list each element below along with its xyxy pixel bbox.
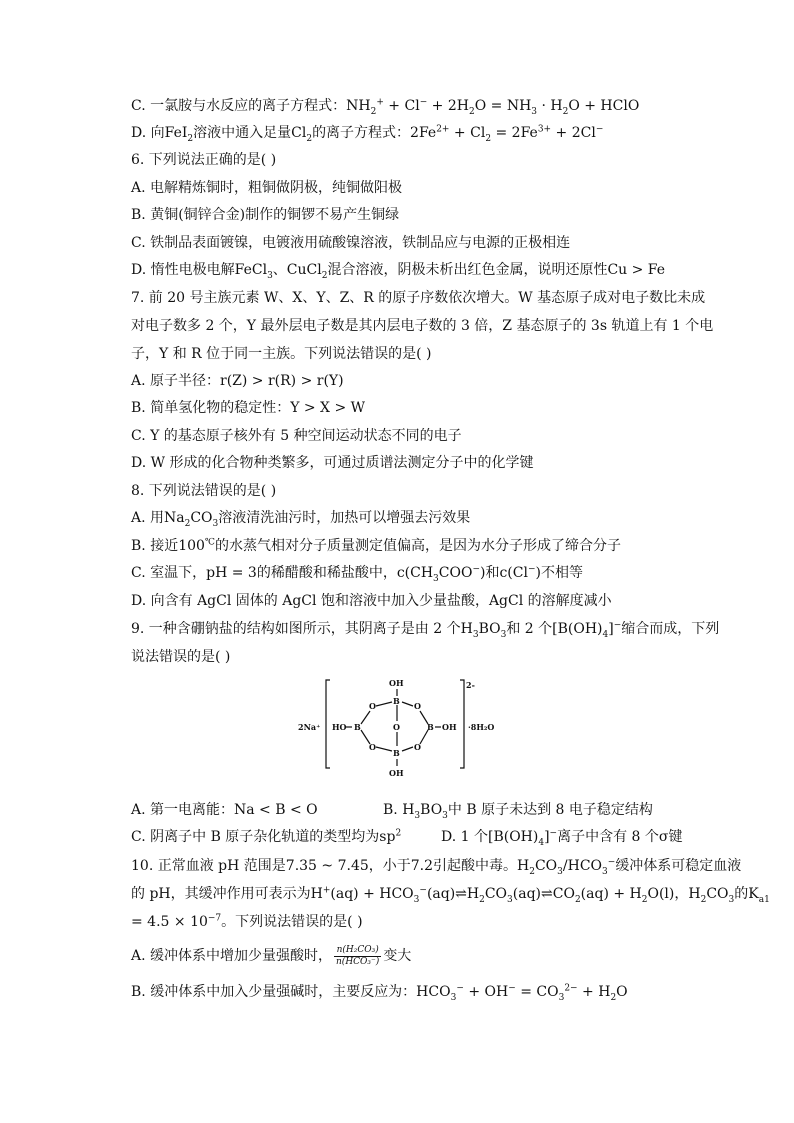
option-8b: B. 接近100℃的水蒸气相对分子质量测定值偏高，是因为水分子形成了缔合分子 <box>131 537 621 554</box>
option-6c: C. 铁制品表面镀镍，电镀液用硫酸镍溶液，铁制品应与电源的正极相连 <box>131 235 571 251</box>
question-7-stem-2: 对电子数多 2 个，Y 最外层电子数是其内层电子数的 3 倍，Z 基态原子的 3s 轨道上有 1 个电 <box>131 318 714 334</box>
option-6d: D. 惰性电极电解FeCl$_3$、CuCl$_2$混合溶液，阴极未析出红色金属，说明还原性Cu > Fe <box>131 262 666 281</box>
option-9b: B. $H_3BO_3$中 B 原子未达到 8 电子稳定结构 <box>383 802 653 821</box>
figure-b-right: B <box>427 722 434 732</box>
option-8a: A. 用$Na_2CO_3$溶液清洗油污时，加热可以增强去污效果 <box>131 510 471 529</box>
ratio-fraction: $\frac{\text{n(H₂CO₃)}}{\text{n(HCO₃⁻)}}$ <box>336 944 380 967</box>
question-6-stem: 6. 下列说法正确的是( ) <box>131 152 277 168</box>
option-8c: C. 室温下，pH = 3的稀醋酸和稀盐酸中，$c(CH_3COO^-)$和c(Cl−)不相等 <box>131 564 583 584</box>
figure-water: ·8H₂O <box>468 722 495 732</box>
figure-oh-right: OH <box>442 722 457 732</box>
question-9-stem-2: 说法错误的是( ) <box>131 649 231 665</box>
question-7-stem-1: 7. 前 20 号主族元素 W、X、Y、Z、R 的原子序数依次增大。W 基态原子成对电子数比未成 <box>131 290 706 306</box>
figure-ho-left: HO <box>332 722 347 732</box>
left-bracket <box>326 680 330 768</box>
option-5c: C. 一氯胺与水反应的离子方程式：$NH_2^+ + Cl^- + 2H_2O = NH_3 \cdot H_2O$ + HClO <box>131 97 640 117</box>
question-9-stem-1: 9. 一种含硼钠盐的结构如图所示，其阴离子是由 2 个$H_3BO_3$和 2 个$[B(OH)_4]^-$缩合而成，下列 <box>131 620 720 640</box>
option-7c: C. Y 的基态原子核外有 5 种空间运动状态不同的电子 <box>131 428 462 444</box>
figure-o-top-right: O <box>414 701 421 711</box>
figure-o-bottom-left: O <box>369 742 376 752</box>
question-10-stem-2: 的 pH，其缓冲作用可表示为$H^+(aq) + HCO_3^-(aq)\rightleftharpoons H_2CO_3(aq)\rightleftharpoons CO_2(aq) + H_2O(l)$，$H_2CO_3$的$K_{a1}$ <box>131 885 770 905</box>
figure-sodium: 2Na⁺ <box>298 722 321 732</box>
option-6a: A. 电解精炼铜时，粗铜做阴极，纯铜做阳极 <box>131 180 403 196</box>
figure-oh-bottom: OH <box>389 768 404 778</box>
question-10-stem-3: = $4.5 \times 10^{-7}$。下列说法错误的是( ) <box>131 913 363 930</box>
question-10-stem-1: 10. 正常血液 pH 范围是7.35 ~ 7.45，小于7.2引起酸中毒。$H_2CO_3/HCO_3^-$缓冲体系可稳定血液 <box>131 857 742 877</box>
figure-o-center: O <box>393 722 400 732</box>
figure-b-left: B <box>354 722 361 732</box>
figure-o-bottom-right: O <box>414 742 421 752</box>
option-7b: B. 简单氢化物的稳定性：Y > X > W <box>131 400 366 416</box>
option-9c: C. 阴离子中 B 原子杂化轨道的类型均为$sp^2$ <box>131 828 402 845</box>
borate-structure-figure <box>296 674 506 784</box>
figure-o-top-left: O <box>369 701 376 711</box>
figure-b-top: B <box>393 696 400 706</box>
option-6b: B. 黄铜(铜锌合金)制作的铜锣不易产生铜绿 <box>131 207 400 223</box>
figure-oh-top: OH <box>389 678 404 688</box>
question-8-stem: 8. 下列说法错误的是( ) <box>131 483 277 499</box>
option-7d: D. W 形成的化合物种类繁多，可通过质谱法测定分子中的化学键 <box>131 455 534 471</box>
figure-b-bottom: B <box>393 748 400 758</box>
option-10b: B. 缓冲体系中加入少量强碱时，主要反应为：$HCO_3^- + OH^- = CO_3^{2-} + H_2O$ <box>131 983 628 1003</box>
right-bracket <box>460 680 464 768</box>
option-8d: D. 向含有 AgCl 固体的 AgCl 饱和溶液中加入少量盐酸，AgCl 的溶解度减小 <box>131 593 612 609</box>
option-5d: D. 向FeI$_2$溶液中通入足量$Cl_2$的离子方程式：$2Fe^{2+} + Cl_2 = 2Fe^{3+} + 2Cl^-$ <box>131 124 604 144</box>
option-10a: A. 缓冲体系中增加少量强酸时， $\frac{\text{n(H₂CO₃)}}{\text{n(HCO₃⁻)}}$ 变大 <box>131 944 412 967</box>
figure-charge: 2- <box>466 680 475 690</box>
option-9d: D. 1 个$[B(OH)_4]^-$离子中含有 8 个σ键 <box>441 828 683 848</box>
option-7a: A. 原子半径：r(Z) > r(R) > r(Y) <box>131 373 344 389</box>
question-7-stem-3: 子，Y 和 R 位于同一主族。下列说法错误的是( ) <box>131 346 432 362</box>
option-9a: A. 第一电离能：Na < B < O <box>131 802 318 818</box>
